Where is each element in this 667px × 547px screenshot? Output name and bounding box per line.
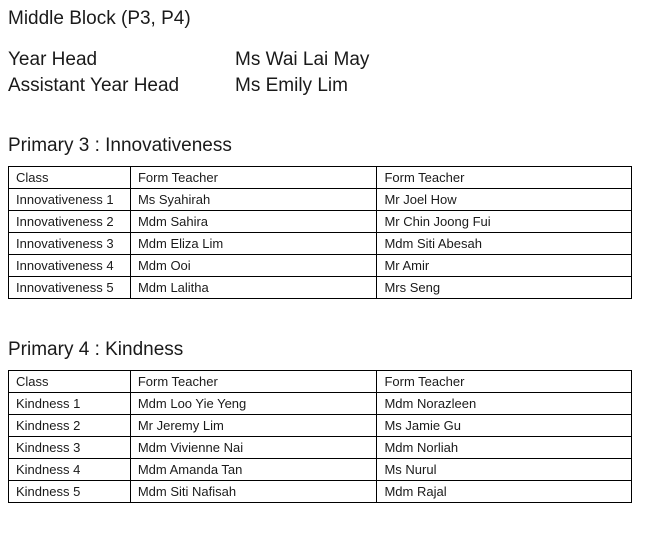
teacher-cell: Mdm Rajal — [377, 481, 632, 503]
teacher-cell: Ms Jamie Gu — [377, 415, 632, 437]
table-row — [9, 415, 632, 437]
teacher-cell: Mrs Seng — [377, 277, 632, 299]
teacher-cell: Mdm Norliah — [377, 437, 632, 459]
teacher-cell: Mr Jeremy Lim — [130, 415, 377, 437]
class-cell: Kindness 3 — [9, 437, 131, 459]
teacher-cell: Mdm Vivienne Nai — [130, 437, 377, 459]
assistant-year-head-row — [8, 75, 348, 97]
table-row — [9, 459, 632, 481]
class-cell: Kindness 4 — [9, 459, 131, 481]
teacher-cell: Mdm Sahira — [130, 211, 377, 233]
assistant-year-head-label: Assistant Year Head — [8, 75, 180, 96]
section-heading-p4: Primary 4 : Kindness — [8, 339, 184, 360]
class-cell: Kindness 1 — [9, 393, 131, 415]
class-cell: Innovativeness 3 — [9, 233, 131, 255]
teacher-cell: Ms Nurul — [377, 459, 632, 481]
class-cell: Innovativeness 5 — [9, 277, 131, 299]
page-title: Middle Block (P3, P4) — [8, 8, 191, 29]
column-header: Class — [9, 371, 131, 393]
table-row — [9, 255, 632, 277]
table-header-row — [9, 167, 632, 189]
teacher-cell: Mdm Loo Yie Yeng — [130, 393, 377, 415]
column-header: Form Teacher — [130, 167, 377, 189]
column-header: Form Teacher — [377, 167, 632, 189]
teacher-cell: Mr Amir — [377, 255, 632, 277]
teacher-cell: Mdm Siti Nafisah — [130, 481, 377, 503]
class-cell: Innovativeness 1 — [9, 189, 131, 211]
teacher-cell: Mdm Amanda Tan — [130, 459, 377, 481]
teacher-cell: Ms Syahirah — [130, 189, 377, 211]
year-head-name: Ms Wai Lai May — [235, 49, 370, 70]
class-cell: Innovativeness 2 — [9, 211, 131, 233]
teacher-cell: Mdm Norazleen — [377, 393, 632, 415]
section-heading-p3: Primary 3 : Innovativeness — [8, 135, 232, 156]
table-row — [9, 393, 632, 415]
table-row — [9, 437, 632, 459]
table-header-row — [9, 371, 632, 393]
table-row — [9, 189, 632, 211]
table-row — [9, 233, 632, 255]
assistant-year-head-name: Ms Emily Lim — [235, 75, 348, 96]
table-row — [9, 481, 632, 503]
table-row — [9, 277, 632, 299]
p4-class-table — [8, 370, 632, 503]
teacher-cell: Mdm Eliza Lim — [130, 233, 377, 255]
year-head-label: Year Head — [8, 49, 98, 70]
column-header: Class — [9, 167, 131, 189]
teacher-cell: Mdm Siti Abesah — [377, 233, 632, 255]
class-cell: Innovativeness 4 — [9, 255, 131, 277]
teacher-cell: Mr Chin Joong Fui — [377, 211, 632, 233]
table-row — [9, 211, 632, 233]
teacher-cell: Mdm Ooi — [130, 255, 377, 277]
p3-class-table — [8, 166, 632, 299]
column-header: Form Teacher — [377, 371, 632, 393]
column-header: Form Teacher — [130, 371, 377, 393]
teacher-cell: Mdm Lalitha — [130, 277, 377, 299]
teacher-cell: Mr Joel How — [377, 189, 632, 211]
year-head-row — [8, 49, 370, 71]
class-cell: Kindness 5 — [9, 481, 131, 503]
class-cell: Kindness 2 — [9, 415, 131, 437]
